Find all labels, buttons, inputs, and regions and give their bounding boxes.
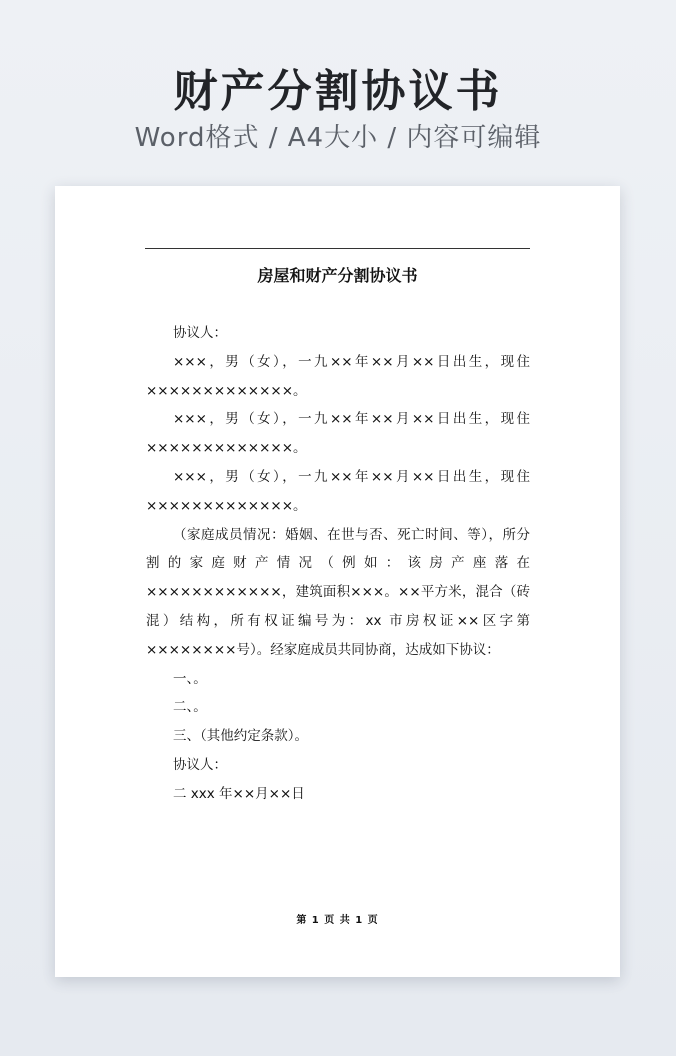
paragraph-party-2: ×××，男（女），一九××年××月××日出生，现住×××××××××××××。 — [146, 411, 530, 457]
paragraph-clause-1: 一、。 — [173, 670, 207, 687]
paragraph-party-3: ×××，男（女），一九××年××月××日出生，现住×××××××××××××。 — [146, 468, 530, 514]
page-number-footer: 第 1 页 共 1 页 — [296, 915, 379, 926]
document-title: 房屋和财产分割协议书 — [257, 266, 418, 285]
paragraph-parties-heading: 协议人： — [173, 325, 227, 341]
banner-title: 财产分割协议书 — [173, 66, 503, 117]
document-page — [55, 186, 620, 977]
paragraph-date: 二 xxx 年××月××日 — [173, 785, 305, 802]
header-rule — [145, 248, 530, 249]
paragraph-signatories: 协议人： — [173, 756, 227, 773]
paragraph-property-details: （家庭成员情况：婚姻、在世与否、死亡时间、等），所分割的家庭财产情况（例如：该房产座落在××××××××××××，建筑面积×××。××平方米，混合（砖混）结构，所有权证编号为：xx 市房权证××区字第××××××××号）。经家庭成员共同协商，达成如下协议： — [146, 526, 530, 658]
paragraph-clause-3: 三、（其他约定条款）。 — [173, 728, 308, 745]
banner-subtitle: Word格式 / A4大小 / 内容可编辑 — [134, 123, 542, 153]
paragraph-clause-2: 二、。 — [173, 699, 207, 716]
paragraph-party-1: ×××，男（女），一九××年××月××日出生，现住×××××××××××××。 — [146, 353, 530, 399]
document-body — [146, 319, 530, 809]
